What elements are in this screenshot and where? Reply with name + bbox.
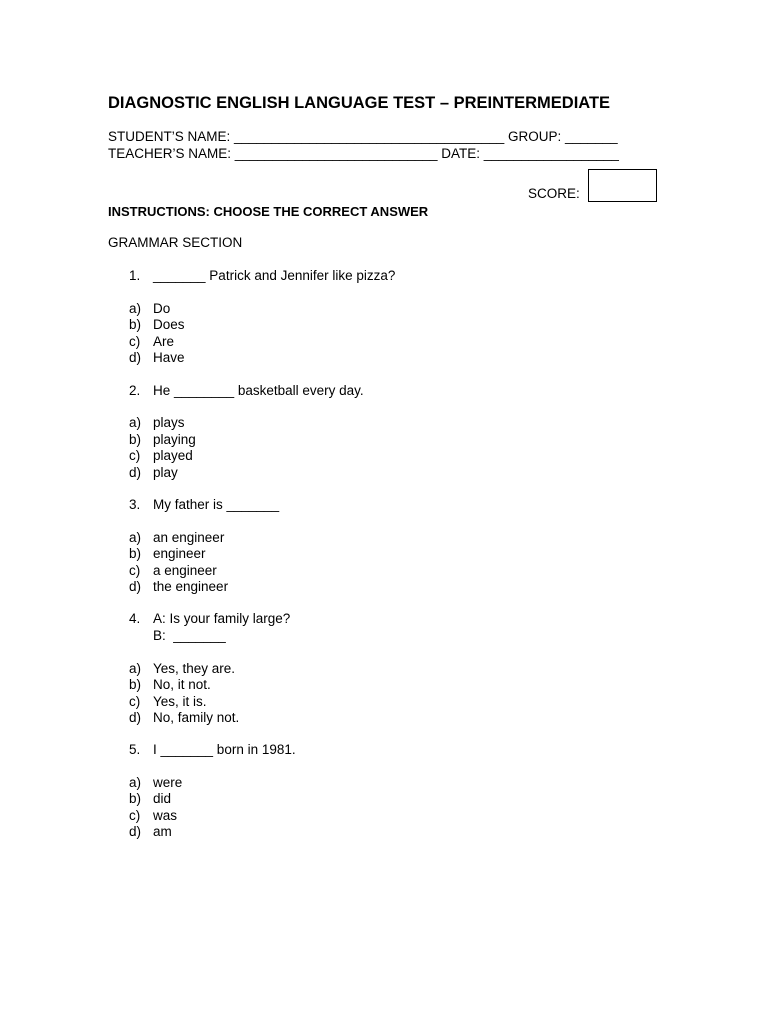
question-number: 4. (129, 611, 141, 626)
option-text: did (153, 791, 172, 806)
option-letter: c) (129, 563, 141, 578)
option-text: was (153, 808, 178, 823)
option-text: Yes, they are. (153, 661, 236, 676)
option-letter: d) (129, 710, 142, 725)
option-letter: a) (129, 415, 142, 430)
student-name-line: STUDENT’S NAME: ____________________________________ GROUP: _______ (108, 129, 618, 144)
option-letter: a) (129, 661, 142, 676)
option-letter: c) (129, 694, 141, 709)
option-letter: b) (129, 546, 142, 561)
question-text: A: Is your family large? (153, 611, 291, 626)
question-text: I _______ born in 1981. (153, 742, 296, 757)
option-letter: c) (129, 808, 141, 823)
option-letter: d) (129, 824, 142, 839)
option-letter: c) (129, 334, 141, 349)
option-text: Have (153, 350, 185, 365)
option-text: plays (153, 415, 185, 430)
option-text: Yes, it is. (153, 694, 207, 709)
option-letter: a) (129, 301, 142, 316)
option-text: playing (153, 432, 196, 447)
option-text: Are (153, 334, 175, 349)
option-text: a engineer (153, 563, 217, 578)
option-letter: b) (129, 432, 142, 447)
option-letter: d) (129, 579, 142, 594)
question-number: 1. (129, 268, 141, 283)
question-number: 5. (129, 742, 141, 757)
option-text: No, it not. (153, 677, 211, 692)
option-letter: b) (129, 317, 142, 332)
option-text: Does (153, 317, 185, 332)
option-text: am (153, 824, 172, 839)
option-text: were (153, 775, 183, 790)
option-text: played (153, 448, 193, 463)
option-text: No, family not. (153, 710, 240, 725)
question-text: My father is _______ (153, 497, 280, 512)
question-number: 3. (129, 497, 141, 512)
question-answer-line: B: _______ (153, 628, 226, 643)
option-letter: d) (129, 350, 142, 365)
option-text: engineer (153, 546, 206, 561)
score-label: SCORE: (528, 186, 580, 201)
option-letter: a) (129, 530, 142, 545)
option-text: the engineer (153, 579, 229, 594)
option-text: play (153, 465, 178, 480)
question-text: _______ Patrick and Jennifer like pizza? (153, 268, 396, 283)
document-title: DIAGNOSTIC ENGLISH LANGUAGE TEST – PREINTERMEDIATE (108, 94, 611, 112)
question-number: 2. (129, 383, 141, 398)
option-letter: a) (129, 775, 142, 790)
option-letter: c) (129, 448, 141, 463)
teacher-name-line: TEACHER’S NAME: ___________________________ DATE: __________________ (108, 146, 619, 161)
score-box (588, 169, 657, 202)
option-text: Do (153, 301, 171, 316)
option-letter: b) (129, 677, 142, 692)
option-text: an engineer (153, 530, 225, 545)
question-text: He ________ basketball every day. (153, 383, 364, 398)
instructions: INSTRUCTIONS: CHOOSE THE CORRECT ANSWER (108, 204, 429, 219)
section-title: GRAMMAR SECTION (108, 235, 243, 250)
option-letter: b) (129, 791, 142, 806)
option-letter: d) (129, 465, 142, 480)
